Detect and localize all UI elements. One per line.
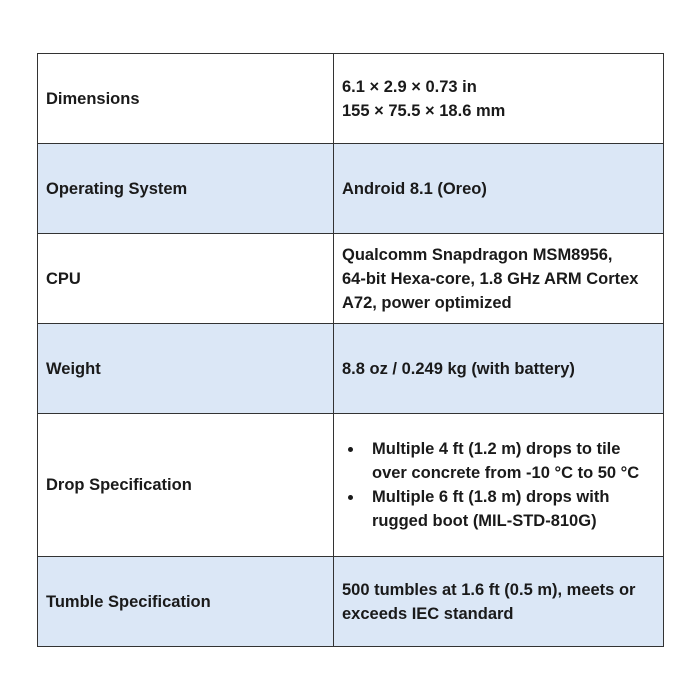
spec-value: [334, 557, 664, 647]
spec-value: [334, 324, 664, 414]
bullet-item: [364, 485, 655, 533]
value-line: over concrete from -10 °C to 50 °C: [372, 464, 640, 482]
value-line: exceeds IEC standard: [342, 604, 514, 623]
value-line: Android 8.1 (Oreo): [342, 179, 487, 198]
value-line: 8.8 oz / 0.249 kg (with battery): [342, 359, 575, 378]
value-line: rugged boot (MIL-STD-810G): [372, 512, 597, 530]
spec-label: Operating System: [38, 144, 334, 234]
value-line: Qualcomm Snapdragon MSM8956,: [342, 245, 613, 264]
spec-label: CPU: [38, 234, 334, 324]
bullet-list: [342, 437, 655, 533]
spec-row-operating-system: [38, 144, 664, 234]
spec-row-dimensions: [38, 54, 664, 144]
spec-value: [334, 414, 664, 557]
spec-value: [334, 144, 664, 234]
spec-value: [334, 234, 664, 324]
spec-value: [334, 54, 664, 144]
spec-label: Tumble Specification: [38, 557, 334, 647]
spec-label: Weight: [38, 324, 334, 414]
value-line: 64-bit Hexa-core, 1.8 GHz ARM Cortex: [342, 269, 639, 288]
spec-row-tumble-specification: [38, 557, 664, 647]
value-line: • Multiple 6 ft (1.8 m) drops with: [372, 488, 610, 506]
value-line: 155 × 75.5 × 18.6 mm: [342, 101, 506, 120]
spec-row-weight: [38, 324, 664, 414]
value-line: 6.1 × 2.9 × 0.73 in: [342, 77, 477, 96]
value-line: 500 tumbles at 1.6 ft (0.5 m), meets or: [342, 580, 636, 599]
spec-row-drop-specification: [38, 414, 664, 557]
spec-label: Drop Specification: [38, 414, 334, 557]
spec-row-cpu: [38, 234, 664, 324]
value-line: • Multiple 4 ft (1.2 m) drops to tile: [372, 440, 621, 458]
bullet-item: [364, 437, 655, 485]
spec-label: Dimensions: [38, 54, 334, 144]
spec-table: [37, 53, 664, 647]
value-line: A72, power optimized: [342, 293, 512, 312]
